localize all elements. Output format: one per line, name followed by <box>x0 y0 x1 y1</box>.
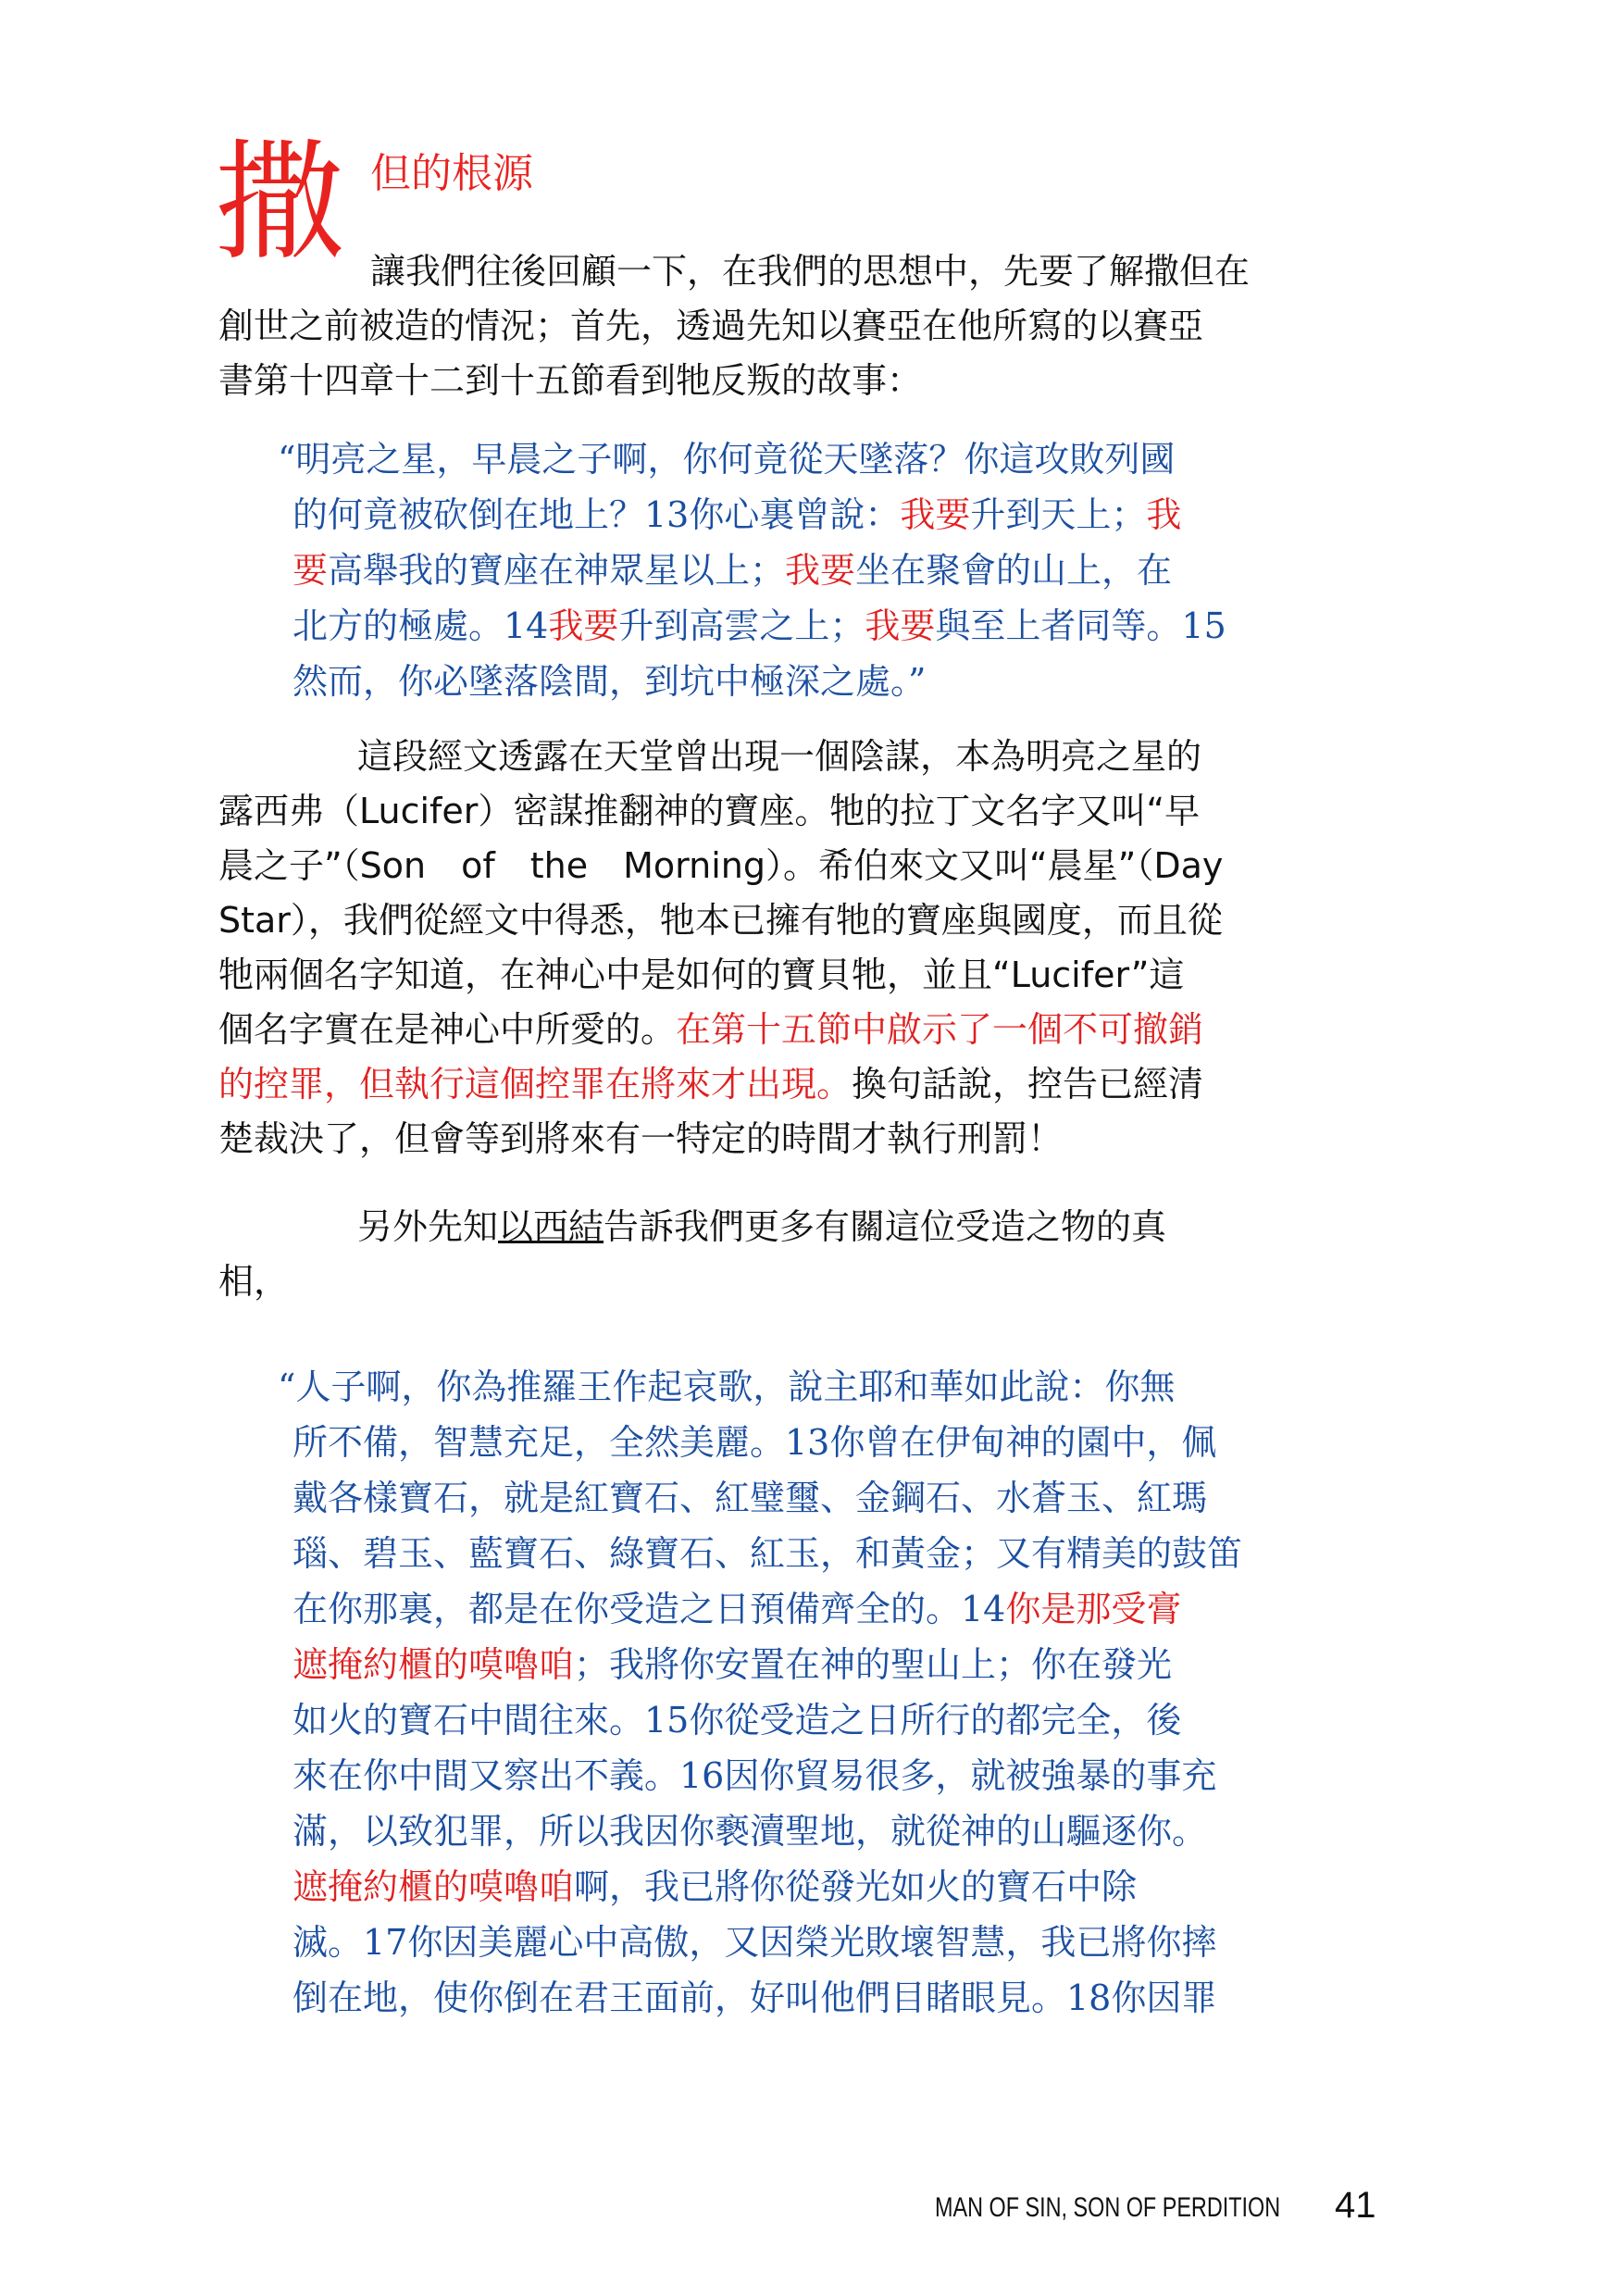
quote-line: “人子啊，你為推羅王作起哀歌，說主耶和華如此說：你無 <box>278 1366 1176 1407</box>
quote-text: 在你那裏，都是在你受造之日預備齊全的。14 <box>292 1589 1006 1629</box>
text-line <box>218 1057 1455 1112</box>
text-line: 讓我們往後回顧一下，在我們的思想中，先要了解撒但在 <box>370 251 1251 292</box>
quote-text: 啊，我已將你從發光如火的寶石中除 <box>574 1866 1138 1907</box>
emphasis-text: 在第十五節中啟示了一個不可撤銷 <box>676 1009 1204 1050</box>
body-text: 另外先知 <box>357 1206 499 1247</box>
quote-line: 滅。17你因美麗心中高傲，又因榮光敗壞智慧，我已將你摔 <box>292 1922 1217 1963</box>
quote-line <box>292 487 1459 543</box>
quote-line <box>292 543 1459 598</box>
emphasis-text: 的控罪，但執行這個控罪在將來才出現。 <box>218 1064 853 1104</box>
emphasis-text: 我要 <box>785 550 856 591</box>
text-line: 牠兩個名字知道，在神心中是如何的寶貝牠，並且“Lucifer”這 <box>218 955 1185 995</box>
text-line <box>218 1003 1455 1057</box>
quote-text: 北方的極處。14 <box>292 605 549 646</box>
underlined-name: 以西結 <box>498 1206 604 1247</box>
quote-line <box>292 1637 1459 1692</box>
quote-text: 的何竟被砍倒在地上？13你心裏曾說： <box>292 494 901 535</box>
intro-paragraph <box>218 244 1455 408</box>
body-text: 告訴我們更多有關這位受造之物的真 <box>604 1206 1167 1247</box>
running-footer-title: MAN OF SIN, SON OF PERDITION <box>935 2192 1281 2223</box>
ezekiel-quote <box>278 1359 1459 2026</box>
quote-line: 倒在地，使你倒在君王面前，好叫他們目睹眼見。18你因罪 <box>292 1978 1217 2018</box>
text-line: 相， <box>218 1261 290 1302</box>
emphasis-text: 要 <box>292 550 329 591</box>
emphasis-text: 遮掩約櫃的嗼嚕咱 <box>292 1866 575 1907</box>
text-line: 書第十四章十二到十五節看到牠反叛的故事： <box>218 360 923 401</box>
emphasis-text: 我要 <box>865 605 936 646</box>
text-line: 露西弗（Lucifer）密謀推翻神的寶座。牠的拉丁文名字又叫“早 <box>218 791 1201 831</box>
quote-text: 升到高雲之上； <box>618 605 865 646</box>
page-number: 41 <box>1335 2185 1376 2226</box>
emphasis-text: 我要 <box>900 494 971 535</box>
text-line: 創世之前被造的情況；首先，透過先知以賽亞在他所寫的以賽亞 <box>218 306 1204 346</box>
drop-cap-letter: 撒 <box>215 128 345 279</box>
text-line: 晨之子”（Son of the Morning）。希伯來文又叫“晨星”（Day <box>218 845 1224 886</box>
isaiah-quote <box>278 431 1459 709</box>
quote-line: 來在你中間又察出不義。16因你貿易很多，就被強暴的事充 <box>292 1755 1217 1796</box>
lucifer-paragraph <box>218 730 1455 1167</box>
quote-text: ；我將你安置在神的聖山上；你在發光 <box>574 1644 1173 1685</box>
section-heading: 但的根源 <box>370 150 533 197</box>
quote-line: 戴各樣寶石，就是紅寶石、紅璧璽、金鋼石、水蒼玉、紅瑪 <box>292 1478 1208 1518</box>
quote-line: 然而，你必墜落陰間，到坑中極深之處。” <box>292 661 927 702</box>
quote-line: 滿，以致犯罪，所以我因你褻瀆聖地，就從神的山驅逐你。 <box>292 1811 1208 1852</box>
text-line: 這段經文透露在天堂曾出現一個陰謀，本為明亮之星的 <box>357 736 1202 777</box>
quote-line: 瑙、碧玉、藍寶石、綠寶石、紅玉，和黃金；又有精美的鼓笛 <box>292 1533 1243 1574</box>
quote-line <box>292 1581 1459 1637</box>
body-text: 個名字實在是神心中所愛的。 <box>218 1009 677 1050</box>
quote-text: 升到天上； <box>970 494 1147 535</box>
emphasis-text: 我要 <box>548 605 619 646</box>
quote-text: 高舉我的寶座在神眾星以上； <box>328 550 786 591</box>
quote-line: 所不備，智慧充足，全然美麗。13你曾在伊甸神的園中，佩 <box>292 1422 1217 1463</box>
text-line: Star），我們從經文中得悉，牠本已擁有牠的寶座與國度，而且從 <box>218 900 1223 941</box>
text-line <box>218 1200 1455 1254</box>
ezekiel-intro-paragraph <box>218 1200 1455 1309</box>
quote-line <box>292 1859 1459 1915</box>
quote-line: 如火的寶石中間往來。15你從受造之日所行的都完全，後 <box>292 1700 1182 1741</box>
emphasis-text: 你是那受膏 <box>1005 1589 1182 1629</box>
emphasis-text: 遮掩約櫃的嗼嚕咱 <box>292 1644 575 1685</box>
text-line: 楚裁決了，但會等到將來有一特定的時間才執行刑罰！ <box>218 1118 1064 1159</box>
quote-line <box>292 598 1459 654</box>
body-text: 換句話說，控告已經清 <box>852 1064 1204 1104</box>
quote-line: “明亮之星，早晨之子啊，你何竟從天墜落？你這攻敗列國 <box>278 439 1176 480</box>
emphasis-text: 我 <box>1146 494 1182 535</box>
quote-text: 與至上者同等。15 <box>935 605 1226 646</box>
quote-text: 坐在聚會的山上，在 <box>855 550 1173 591</box>
